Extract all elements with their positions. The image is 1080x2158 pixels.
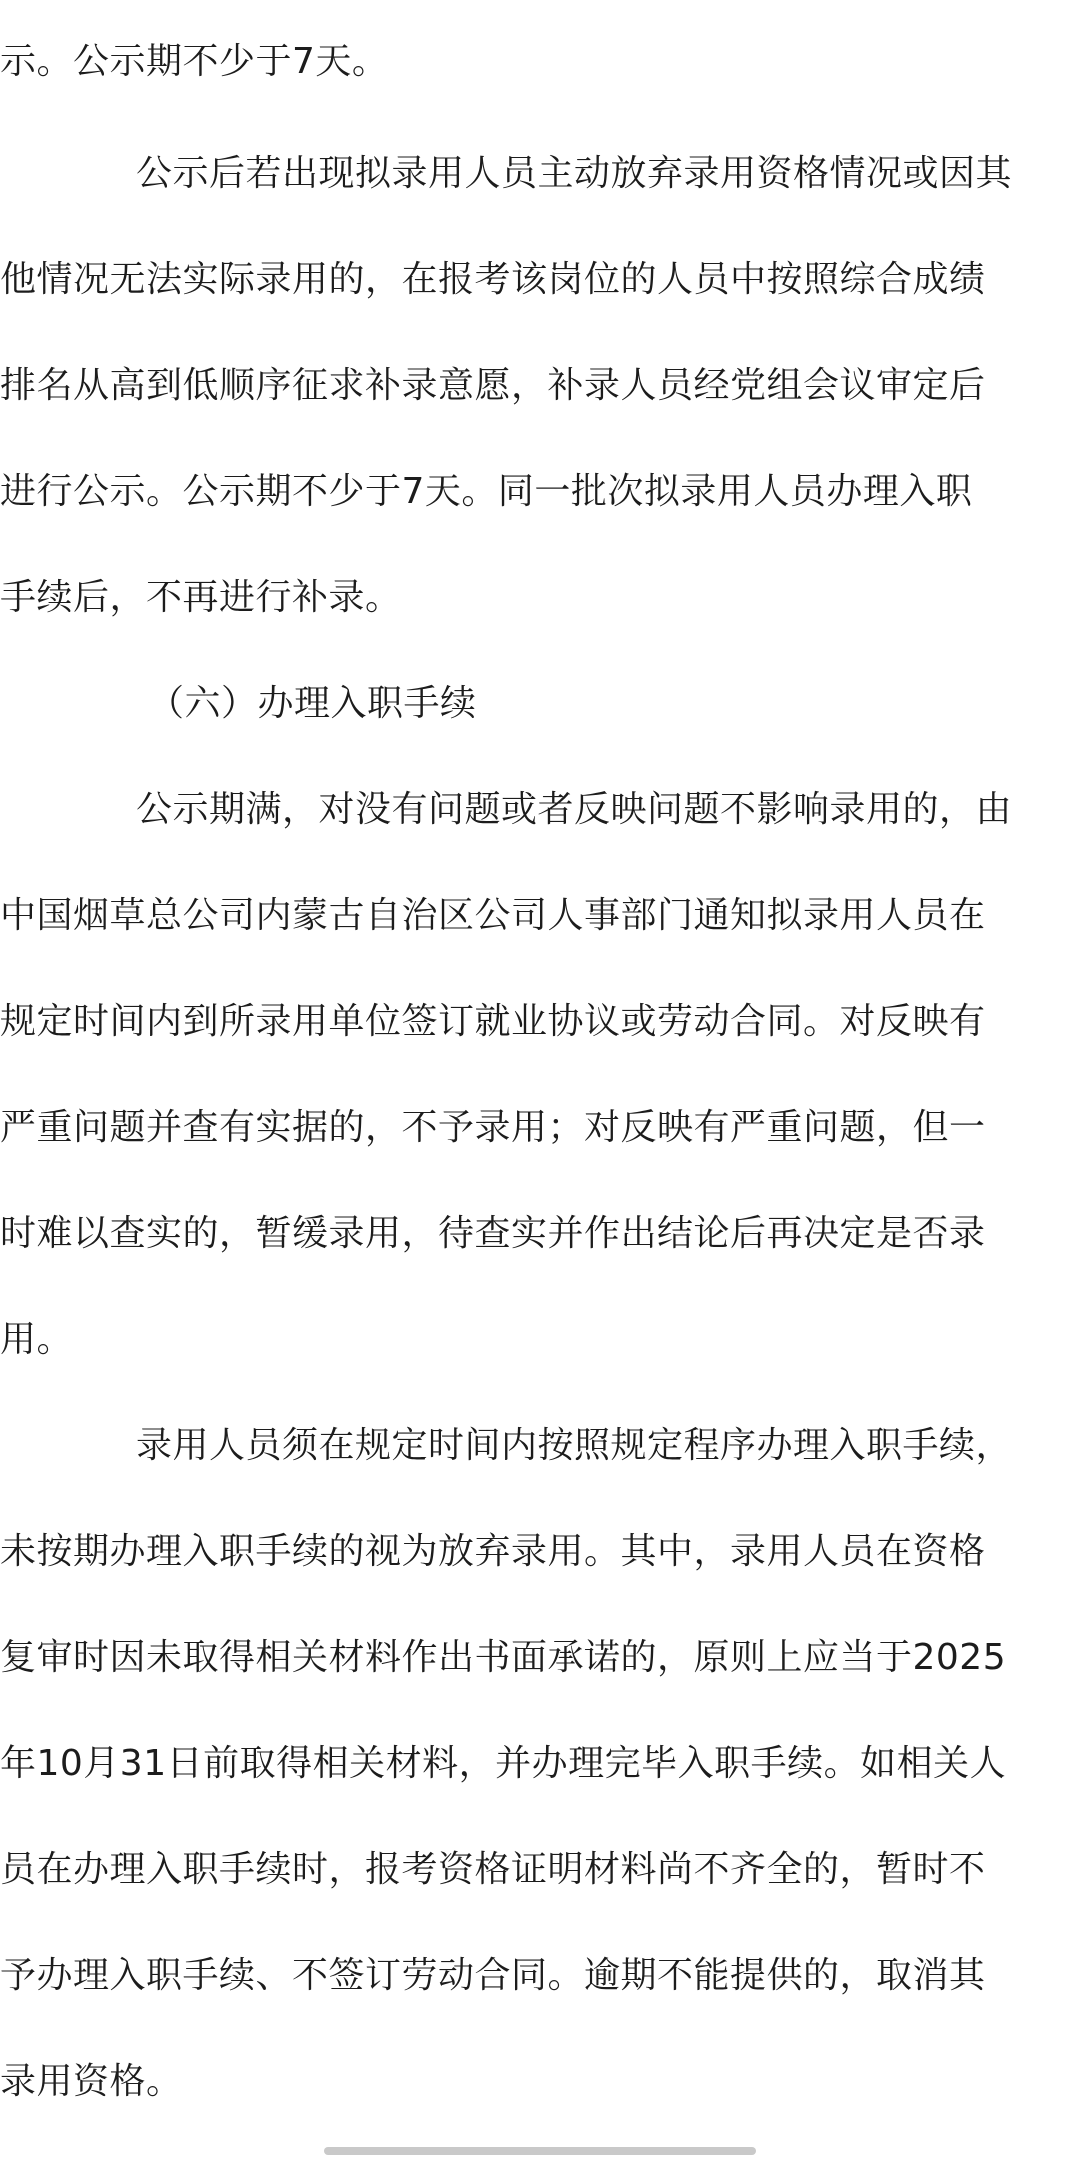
section-heading: （六）办理入职手续 <box>148 683 477 724</box>
text-line: 中国烟草总公司内蒙古自治区公司人事部门通知拟录用人员在 <box>0 895 986 936</box>
paragraph-first-line: 公示期满，对没有问题或者反映问题不影响录用的，由 <box>136 789 1013 830</box>
home-indicator-bar[interactable] <box>324 2147 756 2155</box>
text-line: 录用资格。 <box>0 2061 183 2102</box>
paragraph-first-line: 录用人员须在规定时间内按照规定程序办理入职手续， <box>136 1425 1013 1466</box>
text-line: 他情况无法实际录用的，在报考该岗位的人员中按照综合成绩 <box>0 259 986 300</box>
text-line: 未按期办理入职手续的视为放弃录用。其中，录用人员在资格 <box>0 1531 986 1572</box>
text-line: 规定时间内到所录用单位签订就业协议或劳动合同。对反映有 <box>0 1001 986 1042</box>
paragraph-first-line: 公示后若出现拟录用人员主动放弃录用资格情况或因其 <box>136 153 1013 194</box>
text-line: 复审时因未取得相关材料作出书面承诺的，原则上应当于2025 <box>0 1637 1007 1678</box>
text-line: 示。公示期不少于7天。 <box>0 41 389 82</box>
text-line: 手续后，不再进行补录。 <box>0 577 402 618</box>
text-line: 员在办理入职手续时，报考资格证明材料尚不齐全的，暂时不 <box>0 1849 986 1890</box>
text-line: 排名从高到低顺序征求补录意愿，补录人员经党组会议审定后 <box>0 365 986 406</box>
text-line: 进行公示。公示期不少于7天。同一批次拟录用人员办理入职 <box>0 471 973 512</box>
text-line: 用。 <box>0 1319 74 1360</box>
text-line: 年10月31日前取得相关材料，并办理完毕入职手续。如相关人 <box>0 1743 1007 1784</box>
text-line: 时难以查实的，暂缓录用，待查实并作出结论后再决定是否录 <box>0 1213 986 1254</box>
text-line: 予办理入职手续、不签订劳动合同。逾期不能提供的，取消其 <box>0 1955 986 1996</box>
text-line: 严重问题并查有实据的，不予录用；对反映有严重问题，但一 <box>0 1107 986 1148</box>
